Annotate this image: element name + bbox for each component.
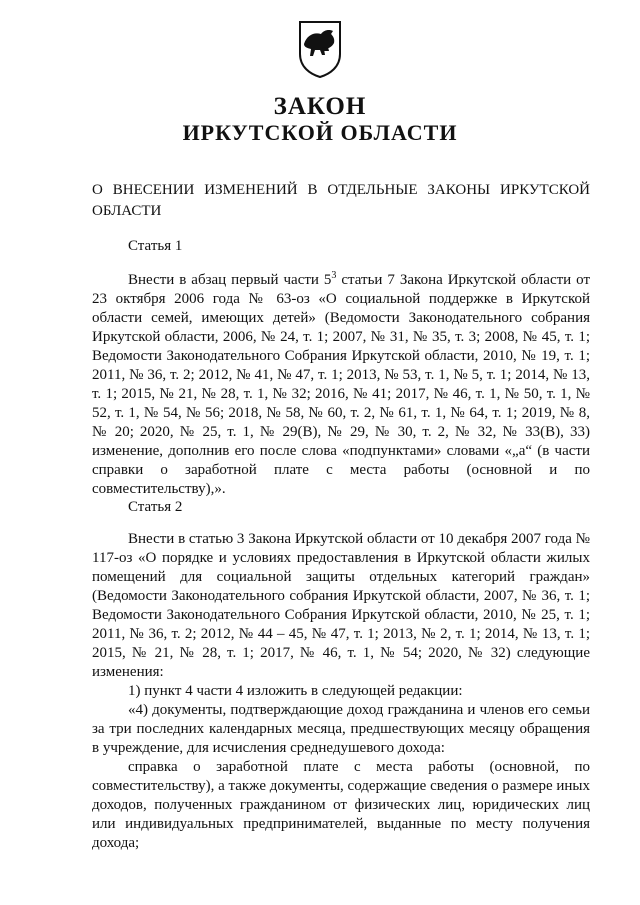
article-2-quote-1: «4) документы, подтверждающие доход гражданина и членов его семьи за три последних календарных месяца, предшествующих месяцу обращения в учреждение, для исчисления среднедушевого дохода: bbox=[92, 702, 590, 756]
article-1-text bbox=[92, 271, 590, 499]
article-1-text-rest: статьи 7 Закона Иркутской области от 23 октября 2006 года № 63-оз «О социальной поддержке в Иркутской области семей, имеющих детей» (Ведомости Законодательного собрания Иркутской области, 2006, № 24, т. 1; 2007, № 31, № 35, т. 3; 2008, № 45, т. 1; Ведомости Законодательного Собрания Иркутской области, 2010, № 19, т. 1; 2011, № 36, т. 2; 2012, № 41, № 47, т. 1; 2013, № 53, т. 1, № 5, т. 1; 2014, № 13, т. 1; 2015, № 21, № 28, т. 1, № 32; 2016, № 41; 2017, № 46, т. 1, № 50, т. 1, № 52, т. 1, № 54, № 56; 2018, № 58, № 60, т. 2, № 61, т. 1, № 64, т. 1; 2019, № 8, № 20; 2020, № 25, т. 1, № 29(В), № 29, № 30, т. 2, № 32, № 33(В), 33) изменение, дополнив его после слова «подпунктами» словами «„а“ (в части справки о заработной плате с места работы (основной и по совместительству),». bbox=[92, 272, 590, 497]
coat-of-arms-icon bbox=[298, 20, 342, 78]
article-1-text-start: Внести в абзац первый части 5 bbox=[128, 272, 332, 288]
article-2-intro: Внести в статью 3 Закона Иркутской области от 10 декабря 2007 года № 117-оз «О порядке и условиях предоставления в Иркутской области жилых помещений для социальной защиты отдельных категорий граждан» (Ведомости Законодательного собрания Иркутской области, 2007, № 36, т. 1; Ведомости Законодательного Собрания Иркутской области, 2010, № 25, т. 1; 2011, № 36, т. 2; 2012, № 44 – 45, № 47, т. 1; 2013, № 2, т. 1; 2014, № 13, т. 1; 2015, № 21, № 28, т. 1; 2017, № 46, т. 1, № 54; 2020, № 32) следующие изменения: bbox=[92, 531, 590, 680]
article-2-item-1: 1) пункт 4 части 4 изложить в следующей редакции: bbox=[128, 683, 463, 699]
law-title: ЗАКОН bbox=[273, 93, 367, 120]
article-2-heading: Статья 2 bbox=[128, 499, 183, 515]
law-region: ИРКУТСКОЙ ОБЛАСТИ bbox=[182, 120, 458, 145]
law-subject: О ВНЕСЕНИИ ИЗМЕНЕНИЙ В ОТДЕЛЬНЫЕ ЗАКОНЫ ИРКУТСКОЙ ОБЛАСТИ bbox=[92, 182, 590, 219]
article-1-superscript: 3 bbox=[331, 270, 337, 281]
article-1-heading: Статья 1 bbox=[128, 238, 183, 254]
article-2-quote-2: справка о заработной плате с места работы (основной, по совместительству), а также документы, содержащие сведения о размере иных доходов, полученных гражданином от физических лиц, юридических лиц или индивидуальных предпринимателей, выданные по месту получения дохода; bbox=[92, 759, 590, 851]
